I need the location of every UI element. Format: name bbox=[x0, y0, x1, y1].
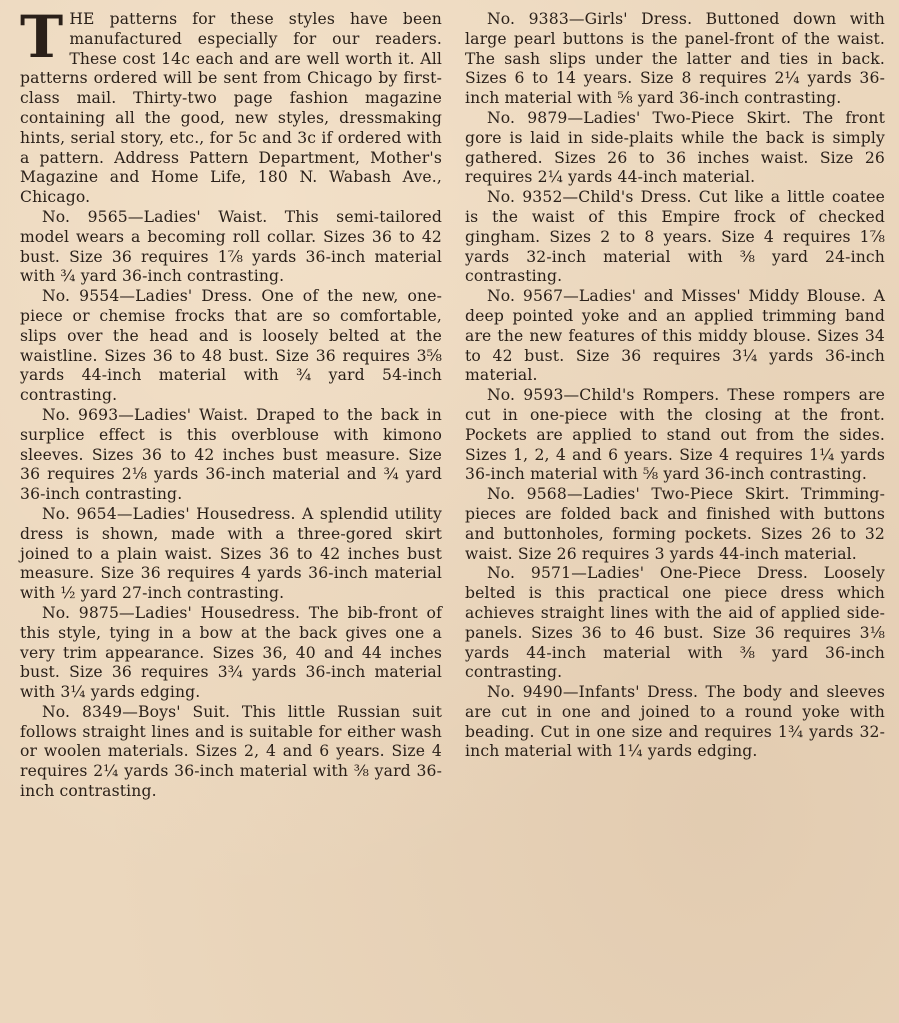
drop-cap: T bbox=[20, 3, 64, 71]
left-column bbox=[20, 3, 442, 802]
intro-text: HE patterns for these styles have been manufactured especially for our readers. These cost 14c each and are well worth it. All patterns ordered will be sent from Chicago by first-class mail. Thirty-two page fashion magazine containing all the good, new styles, dressmaking hints, serial story, etc., for 5c and 3c if ordered with a pattern. Address Pattern Department, Mother's Magazine and Home Life, 180 N. Wabash Ave., Chicago. bbox=[20, 10, 442, 207]
pattern-9383: No. 9383—Girls' Dress. Buttoned down with large pearl buttons is the panel-front of the waist. The sash slips under the latter and ties in back. Sizes 6 to 14 years. Size 8 requires 2¼ yards 36-inch material with ⅝ yard 36-inch contrasting. bbox=[465, 10, 885, 108]
pattern-9654: No. 9654—Ladies' Housedress. A splendid utility dress is shown, made with a three-gored skirt joined to a plain waist. Sizes 36 to 42 inches bust measure. Size 36 requires 4 yards 36-inch material with ½ yard 27-inch contrasting. bbox=[20, 504, 442, 603]
pattern-9554: No. 9554—Ladies' Dress. One of the new, one-piece or chemise frocks that are so comfortable, slips over the head and is loosely belted at the waistline. Sizes 36 to 48 bust. Size 36 requires 3⅝ yards 44-inch material with ¾ yard 54-inch contrasting. bbox=[20, 287, 442, 405]
pattern-9565: No. 9565—Ladies' Waist. This semi-tailored model wears a becoming roll collar. Sizes 36 to 42 bust. Size 36 requires 1⅞ yards 36-inch material with ¾ yard 36-inch contrasting. bbox=[20, 207, 442, 286]
pattern-9567: No. 9567—Ladies' and Misses' Middy Blouse. A deep pointed yoke and an applied trimming band are the new features of this middy blouse. Sizes 34 to 42 bust. Size 36 requires 3¼ yards 36-inch material. bbox=[465, 287, 885, 385]
pattern-9352: No. 9352—Child's Dress. Cut like a little coatee is the waist of this Empire frock of checked gingham. Sizes 2 to 8 years. Size 4 requires 1⅞ yards 32-inch material with ⅜ yard 24-inch contrasting. bbox=[465, 188, 885, 286]
pattern-9875: No. 9875—Ladies' Housedress. The bib-front of this style, tying in a bow at the back gives one a very trim appearance. Sizes 36, 40 and 44 inches bust. Size 36 requires 3¾ yards 36-inch material with 3¼ yards edging. bbox=[20, 603, 442, 702]
two-column-layout bbox=[20, 3, 885, 802]
right-column bbox=[465, 10, 885, 802]
pattern-8349: No. 8349—Boys' Suit. This little Russian suit follows straight lines and is suitable for either wash or woolen materials. Sizes 2, 4 and 6 years. Size 4 requires 2¼ yards 36-inch material with ⅜ yard 36-inch contrasting. bbox=[20, 702, 442, 801]
intro-paragraph bbox=[20, 3, 442, 208]
pattern-9879: No. 9879—Ladies' Two-Piece Skirt. The front gore is laid in side-plaits while the back is simply gathered. Sizes 26 to 36 inches waist. Size 26 requires 2¼ yards 44-inch material. bbox=[465, 108, 885, 187]
pattern-9693: No. 9693—Ladies' Waist. Draped to the back in surplice effect is this overblouse with kimono sleeves. Sizes 36 to 42 inches bust measure. Size 36 requires 2⅛ yards 36-inch material and ¾ yard 36-inch contrasting. bbox=[20, 405, 442, 504]
pattern-9568: No. 9568—Ladies' Two-Piece Skirt. Trimming-pieces are folded back and finished with buttons and buttonholes, forming pockets. Sizes 26 to 32 waist. Size 26 requires 3 yards 44-inch material. bbox=[465, 485, 885, 563]
pattern-9490: No. 9490—Infants' Dress. The body and sleeves are cut in one and joined to a round yoke with beading. Cut in one size and requires 1¾ yards 32-inch material with 1¼ yards edging. bbox=[465, 683, 885, 761]
pattern-9593: No. 9593—Child's Rompers. These rompers are cut in one-piece with the closing at the front. Pockets are applied to stand out from the sides. Sizes 1, 2, 4 and 6 years. Size 4 requires 1¼ yards 36-inch material with ⅝ yard 36-inch contrasting. bbox=[465, 386, 885, 484]
pattern-9571: No. 9571—Ladies' One-Piece Dress. Loosely belted is this practical one piece dress which achieves straight lines with the aid of applied side-panels. Sizes 36 to 46 bust. Size 36 requires 3⅛ yards 44-inch material with ⅜ yard 36-inch contrasting. bbox=[465, 564, 885, 682]
